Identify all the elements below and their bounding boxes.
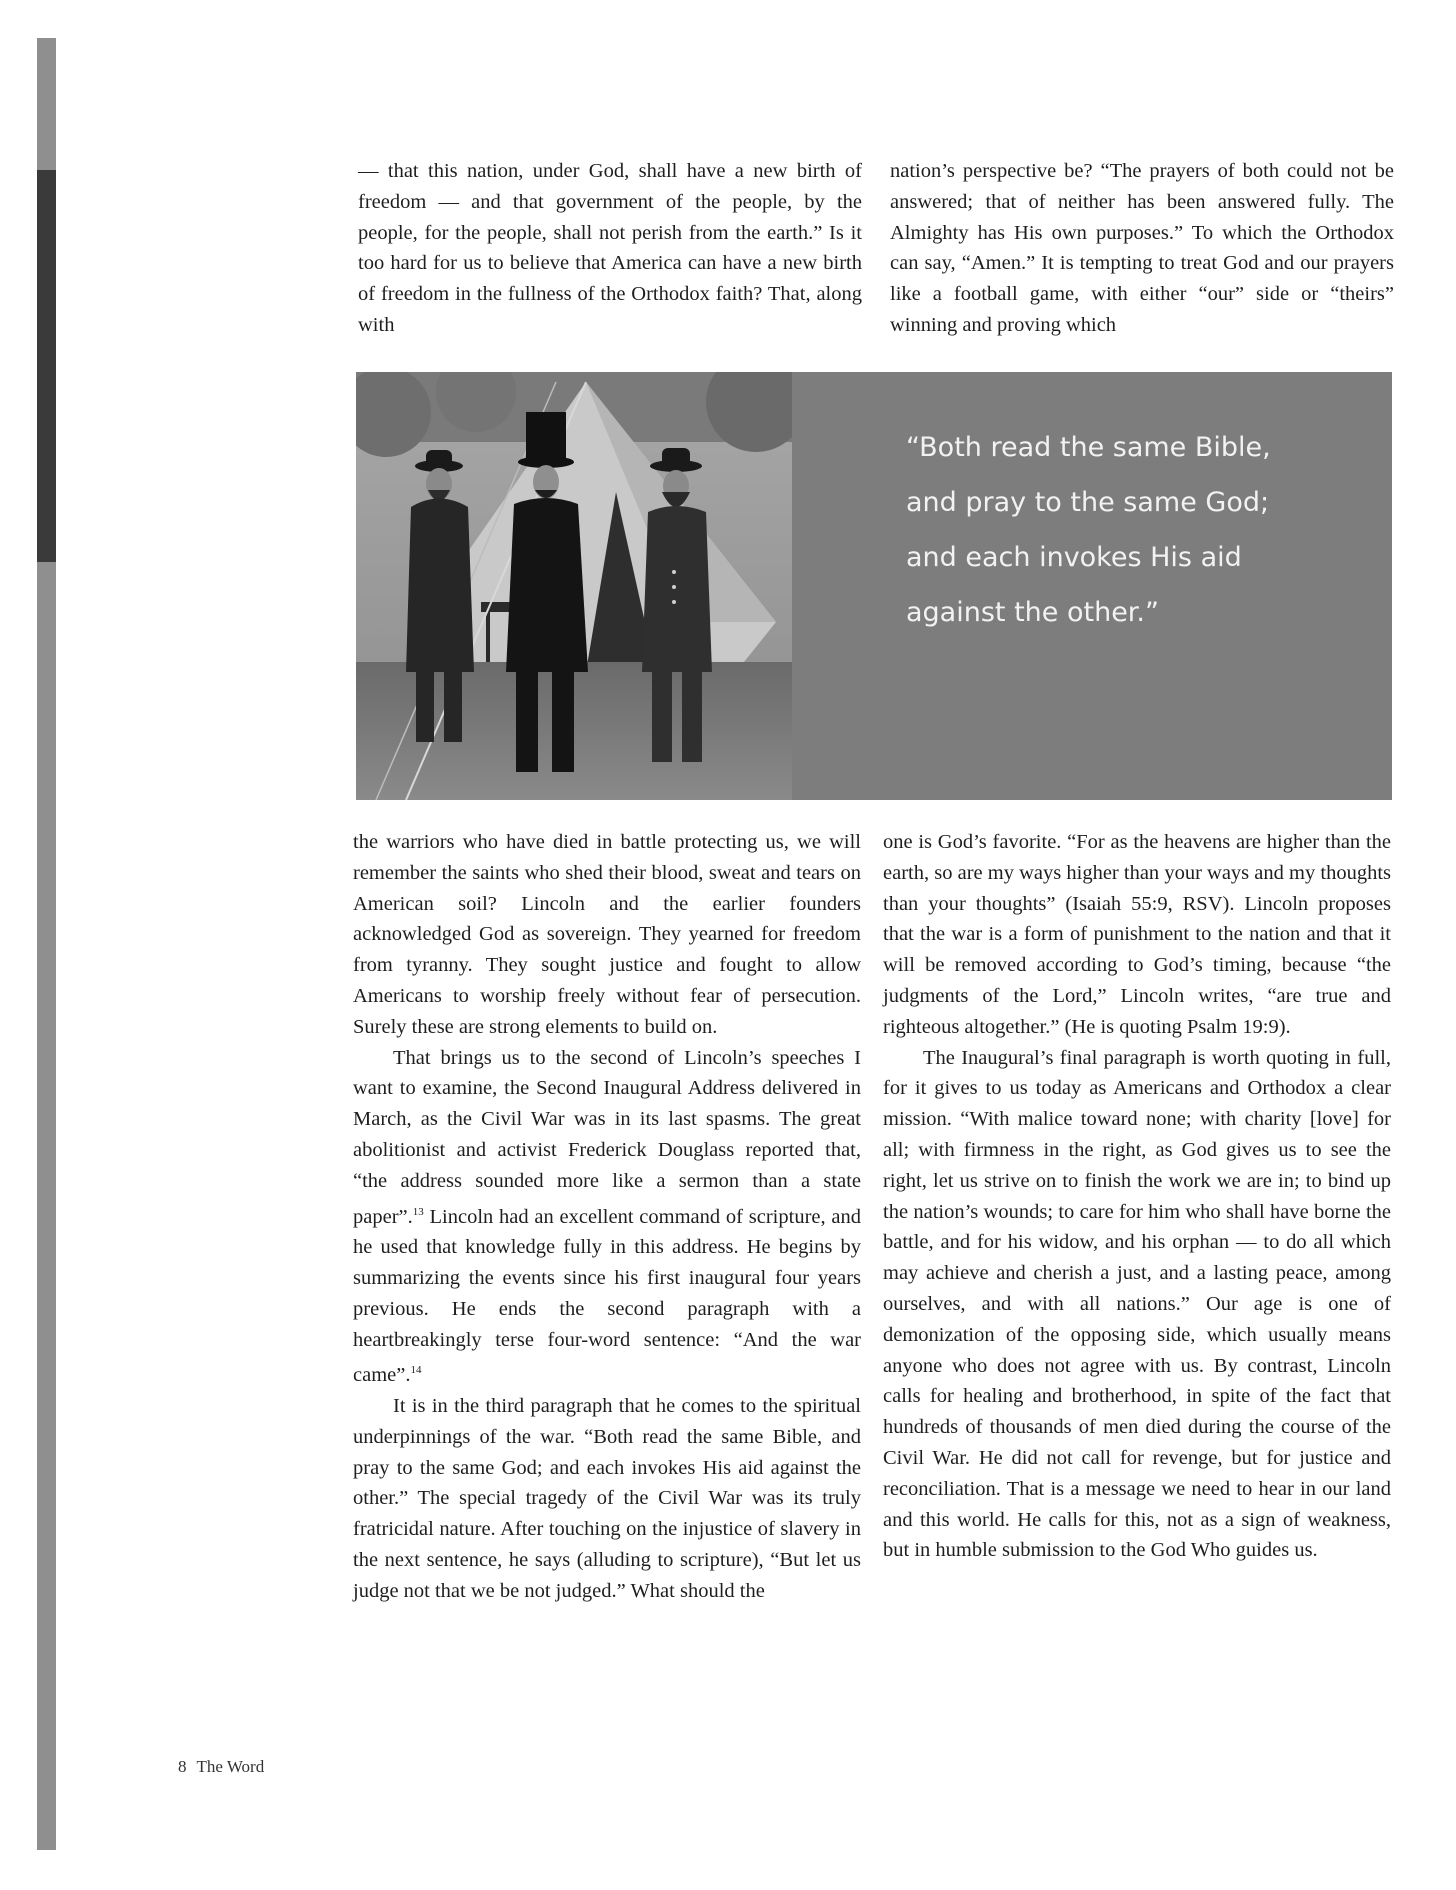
page-number: 8 xyxy=(178,1757,187,1776)
pull-quote-line: and each invokes His aid xyxy=(906,542,1242,573)
article-column-bottom-left xyxy=(353,827,861,1607)
lincoln-photo xyxy=(356,372,792,800)
article-column-top-left xyxy=(358,156,862,341)
paragraph: It is in the third paragraph that he comes to the spiritual underpinnings of the war. “Both read the same Bible, and pray to the same God; and each invokes His aid against the other.” The special tragedy of the Civil War was its truly fratricidal nature. After touching on the injustice of slavery in the next sentence, he says (alluding to scripture), “But let us judge not that we be not judged.” What should the xyxy=(353,1395,861,1602)
pull-quote xyxy=(906,420,1346,640)
article-column-top-right xyxy=(890,156,1394,341)
paragraph-text: Lincoln had an excellent command of scripture, and he used that knowledge fully in this address. He begins by summarizing the events since his first inaugural four years previous. He ends the second paragraph with a heartbreakingly terse four-word sentence: “And the war came”. xyxy=(353,1205,861,1387)
paragraph: the warriors who have died in battle protecting us, we will remember the saints who shed their blood, sweat and tears on American soil? Lincoln and the earlier founders acknowledged God as sovereign. They yearned for freedom from tyranny. They sought justice and fought to allow Americans to worship freely without fear of persecution. Surely these are strong elements to build on. xyxy=(353,831,861,1038)
pull-quote-line: against the other.” xyxy=(906,597,1159,628)
page-footer xyxy=(178,1757,264,1777)
footnote-ref: 14 xyxy=(410,1364,422,1377)
band-left-margin xyxy=(56,372,356,800)
footnote-ref: 13 xyxy=(412,1205,424,1218)
paragraph: nation’s perspective be? “The prayers of both could not be answered; that of neither has been answered fully. The Almighty has His own purposes.” To which the Orthodox can say, “Amen.” It is tempting to treat God and our prayers like a football game, with either “our” side or “theirs” winning and proving which xyxy=(890,160,1394,336)
pull-quote-line: “Both read the same Bible, xyxy=(906,432,1271,463)
publication-name: The Word xyxy=(196,1757,265,1776)
paragraph: — that this nation, under God, shall have a new birth of freedom — and that government of the people, by the people, for the people, shall not perish from the earth.” Is it too hard for us to believe that America can have a new birth of freedom in the fullness of the Orthodox faith? That, along with xyxy=(358,160,862,336)
paragraph-text: That brings us to the second of Lincoln’s speeches I want to examine, the Second Inaugural Address delivered in March, as the Civil War was in its last spasms. The great abolitionist and activist Frederick Douglass reported that, “the address sounded more like a sermon than a state paper”. xyxy=(353,1046,861,1228)
article-column-bottom-right xyxy=(883,827,1391,1566)
paragraph: one is God’s favorite. “For as the heavens are higher than the earth, so are my ways higher than your ways and my thoughts than your thoughts” (Isaiah 55:9, RSV). Lincoln proposes that the war is a form of punishment to the nation and that it will be removed according to God’s timing, because “the judgments of the Lord,” Lincoln writes, “are true and righteous altogether.” (He is quoting Psalm 19:9). xyxy=(883,831,1391,1038)
paragraph: The Inaugural’s final paragraph is worth quoting in full, for it gives to us today as Americans and Orthodox a clear mission. “With malice toward none; with charity [love] for all; with firmness in the right, as God gives us to see the right, let us strive on to finish the work we are in; to bind up the nation’s wounds; to care for him who shall have borne the battle, and for his widow, and his orphan — to do all which may achieve and cherish a just, and a lasting peace, among ourselves, and with all nations.” Our age is one of demonization of the opposing side, which usually means anyone who does not agree with us. By contrast, Lincoln calls for healing and brotherhood, in spite of the fact that hundreds of thousands of men died during the course of the Civil War. He did not call for revenge, but for justice and reconciliation. That is a message we need to hear in our land and this world. He calls for this, not as a sign of weakness, but in humble submission to the God Who guides us. xyxy=(883,1046,1391,1562)
page-spine-dark-segment xyxy=(37,170,56,562)
photo-lincoln-antietam-icon xyxy=(356,372,792,800)
paragraph xyxy=(353,1043,861,1391)
pull-quote-line: and pray to the same God; xyxy=(906,487,1270,518)
